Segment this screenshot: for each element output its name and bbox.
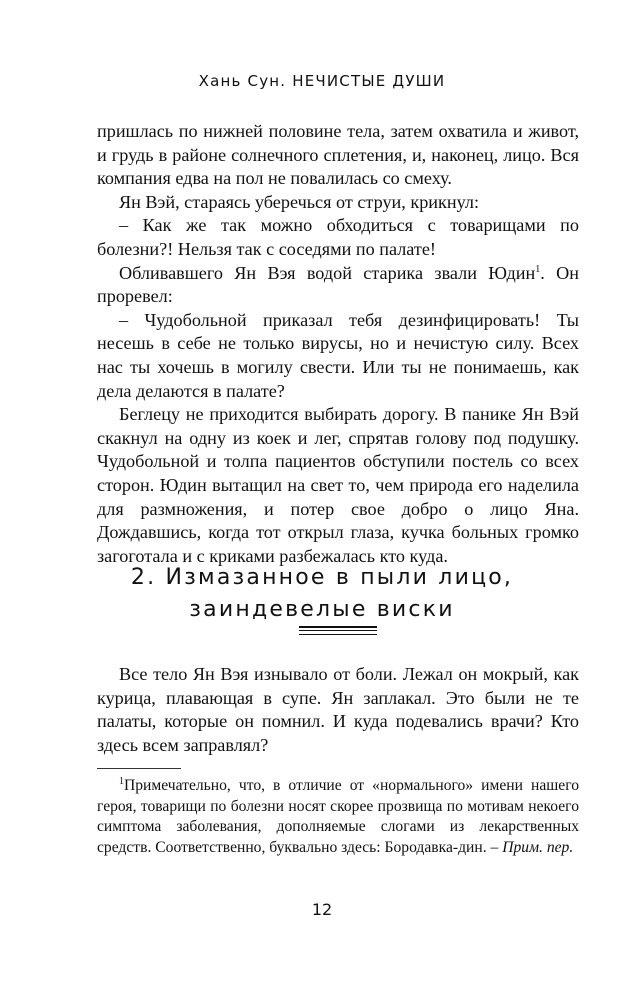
paragraph: – Чудобольной приказал тебя дезинфицировать! Ты несешь в себе не только вирусы, но и нечистую силу. Всех нас ты хочешь в могилу свести. Или ты не понимаешь, как дела делаются в палате? [97,309,579,401]
paragraph: Ян Вэй, стараясь уберечься от струи, крикнул: [119,191,480,212]
footnote [97,776,579,858]
footnote-separator [97,768,181,769]
paragraph: Все тело Ян Вэя изнывало от боли. Лежал он мокрый, как курица, плавающая в супе. Ян заплакал. Это были не те палаты, которые он помнил. И куда подевались врачи? Кто здесь всем заправлял? [97,664,579,755]
paragraph: пришлась по нижней половине тела, затем охватила и живот, и грудь в районе солнечного сплетения, и, наконец, лицо. Вся компания едва на пол не повалилась со смеху. [97,121,579,189]
paragraph [97,262,579,309]
section-ornament [299,626,377,638]
paragraph-text: Обливавшего Ян Вэя водой старика звали Юдин [119,262,536,283]
body-text [97,120,579,568]
translator-note-label: Прим. пер. [502,838,574,856]
running-head: Хань Сун. НЕЧИСТЫЕ ДУШИ [198,72,446,90]
chapter-heading-line: заиндевелые виски [189,597,455,623]
footnote-reference[interactable]: 1 [535,263,541,275]
paragraph: – Как же так можно обходиться с товарищами по болезни?! Нельзя так с соседями по палате! [97,215,579,259]
chapter-heading [60,562,584,626]
footnote-marker: 1 [119,775,124,787]
chapter-heading-line: 2. Измазанное в пыли лицо, [130,565,514,591]
footnote-text: Примечательно, что, в отличие от «нормального» имени нашего героя, товарищи по болезни носят скорее прозвища по мотивам некоего симптома заболевания, дополняемые слогами из лекарственных средств. Соответственно, буквально здесь: Бородавка-дин. – [97,777,579,856]
paragraph-text: . Он проревел: [97,262,579,307]
body-text [97,663,579,757]
page-number: 12 [311,900,333,919]
paragraph: Беглецу не приходится выбирать дорогу. В панике Ян Вэй скакнул на одну из коек и лег, спрятав голову под подушку. Чудобольной и толпа пациентов обступили постель со всех сторон. Юдин вытащил на свет то, чем природа его наделила для размножения, и потер свое добро о лицо Яна. Дождавшись, когда тот открыл глаза, кучка больных громко загоготала и с криками разбежалась кто куда. [97,404,579,566]
